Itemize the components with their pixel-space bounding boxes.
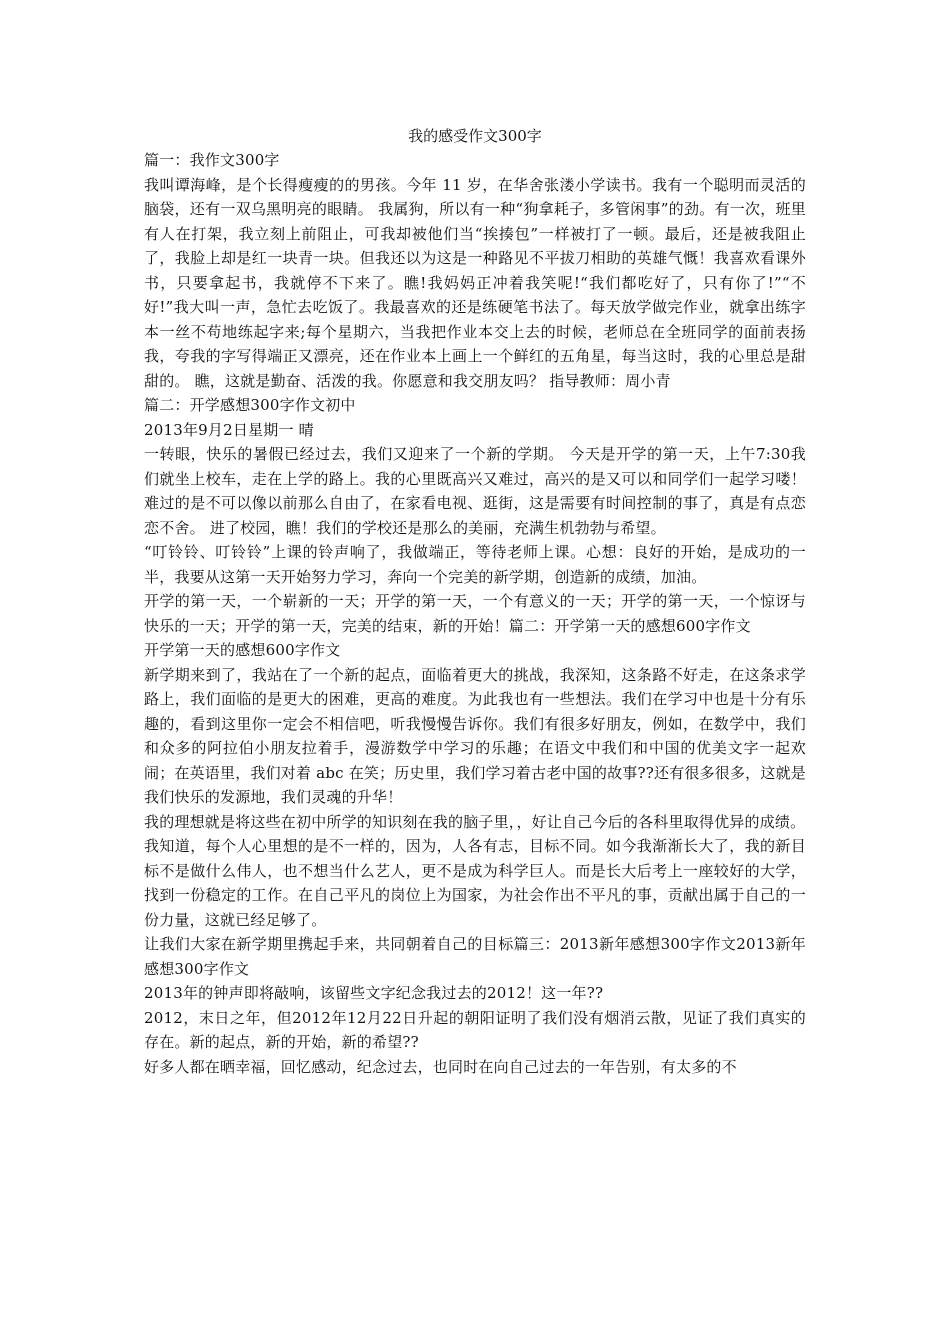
paragraph: 我叫谭海峰，是个长得瘦瘦的的男孩。今年 11 岁，在华舍张溇小学读书。我有一个聪明而灵活的脑袋，还有一双乌黑明亮的眼睛。 我属狗，所以有一种“狗拿耗子，多管闲事”的劲。有一次，班里有人在打架，我立刻上前阻止，可我却被他们当“挨揍包”一样被打了一顿。最后，还是被我阻止了，我脸上却是红一块青一块。但我还以为这是一种路见不平拔刀相助的英雄气慨！我喜欢看课外书，只要拿起书，我就停不下来了。瞧!我妈妈正冲着我笑呢!“我们都吃好了，只有你了!”“不好!”我大叫一声，急忙去吃饭了。我最喜欢的还是练硬笔书法了。每天放学做完作业，就拿出练字本一丝不苟地练起字来;每个星期六，当我把作业本交上去的时候，老师总在全班同学的面前表扬我，夸我的字写得端正又漂亮，还在作业本上画上一个鲜红的五角星，每当这时，我的心里总是甜甜的。 瞧，这就是勤奋、活泼的我。你愿意和我交朋友吗？ 指导教师：周小青 (144, 175, 806, 390)
paragraph: 开学的第一天，一个崭新的一天；开学的第一天，一个有意义的一天；开学的第一天，一个惊讶与快乐的一天；开学的第一天，完美的结束，新的开始！篇二：开学第一天的感想600字作文 (144, 592, 806, 635)
paragraph: 我知道，每个人心里想的是不一样的，因为，人各有志，目标不同。如今我渐渐长大了，我的新目标不是做什么伟人，也不想当什么艺人，更不是成为科学巨人。而是长大后考上一座较好的大学，找到一份稳定的工作。在自己平凡的岗位上为国家，为社会作出不平凡的事，贡献出属于自己的一份力量，这就已经足够了。 (144, 837, 806, 929)
paragraph: 好多人都在晒幸福，回忆感动，纪念过去，也同时在向自己过去的一年告别，有太多的不 (144, 1057, 737, 1076)
paragraph: 2012，末日之年，但2012年12月22日升起的朝阳证明了我们没有烟消云散，见证了我们真实的存在。新的起点，新的开始，新的希望?? (144, 1008, 806, 1051)
paragraph: 新学期来到了，我站在了一个新的起点，面临着更大的挑战，我深知，这条路不好走，在这条求学路上，我们面临的是更大的困难，更高的难度。为此我也有一些想法。我们在学习中也是十分有乐趣的，看到这里你一定会不相信吧，听我慢慢告诉你。我们有很多好朋友，例如，在数学中，我们和众多的阿拉伯小朋友拉着手，漫游数学中学习的乐趣；在语文中我们和中国的优美文字一起欢闹；在英语里，我们对着 abc 在笑；历史里，我们学习着古老中国的故事??还有很多很多，这就是我们快乐的发源地，我们灵魂的升华！ (144, 665, 806, 806)
paragraph: 篇二：开学感想300字作文初中 (144, 396, 356, 414)
paragraph: 2013年的钟声即将敲响，该留些文字纪念我过去的2012！这一年?? (144, 984, 604, 1002)
paragraph: 我的理想就是将这些在初中所学的知识刻在我的脑子里，，好让自己今后的各科里取得优异的成绩。 (144, 812, 806, 831)
paragraph: “叮铃铃、叮铃铃”上课的铃声响了，我做端正，等待老师上课。心想：良好的开始，是成功的一半，我要从这第一天开始努力学习，奔向一个完美的新学期，创造新的成绩，加油。 (144, 543, 806, 586)
paragraph: 开学第一天的感想600字作文 (144, 641, 341, 659)
paragraph: 篇一：我作文300字 (144, 151, 280, 169)
document-body (144, 148, 806, 1079)
paragraph: 让我们大家在新学期里携起手来，共同朝着自己的目标篇三：2013新年感想300字作文2013新年感想300字作文 (144, 935, 806, 978)
paragraph: 2013年9月2日星期一 晴 (144, 420, 314, 439)
document-title: 我的感受作文300字 (408, 127, 542, 145)
paragraph: 一转眼，快乐的暑假已经过去，我们又迎来了一个新的学期。 今天是开学的第一天，上午7:30我们就坐上校车，走在上学的路上。我的心里既高兴又难过，高兴的是又可以和同学们一起学习喽！难过的是不可以像以前那么自由了，在家看电视、逛街，这是需要有时间控制的事了，真是有点恋恋不舍。 进了校园，瞧！我们的学校还是那么的美丽，充满生机勃勃与希望。 (144, 445, 806, 537)
